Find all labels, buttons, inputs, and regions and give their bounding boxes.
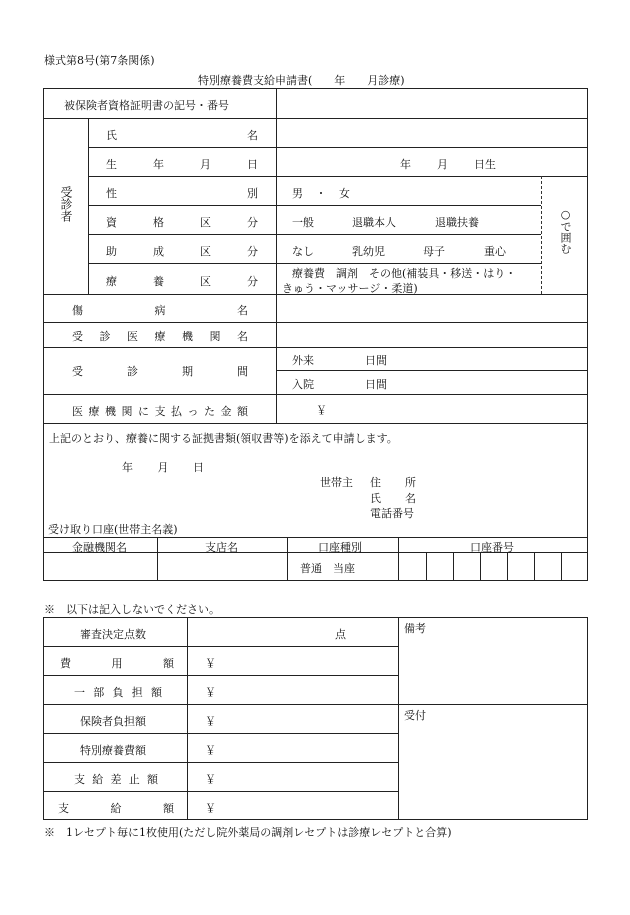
account-type-options[interactable]: 普通 当座: [300, 562, 355, 575]
householder-label: 世帯主: [320, 476, 353, 489]
payment-suspended-label: 支 給 差 止 額: [74, 773, 158, 786]
bank-header-account-number: 口座番号: [470, 541, 514, 554]
phone-label: 電話番号: [370, 507, 414, 520]
footer-note: ※ 1レセプト毎に1枚使用(ただし院外薬局の調剤レセプトは診療レセプトと合算): [44, 826, 452, 839]
insurer-amount-label: 保険者負担額: [80, 715, 146, 728]
hospital-label: 受 診 医 療 機 関 名: [72, 330, 248, 343]
patient-group-label: 受診者: [59, 186, 73, 222]
treatment-options-line2[interactable]: きゅう・マッサージ・柔道): [282, 282, 418, 295]
outpatient-days[interactable]: 日間: [365, 354, 387, 367]
bank-header-institution: 金融機関名: [72, 541, 127, 554]
review-points-label: 審査決定点数: [80, 628, 146, 641]
bank-header-account-type: 口座種別: [318, 541, 362, 554]
declaration-text: 上記のとおり、療養に関する証拠書類(領収書等)を添えて申請します。: [49, 432, 398, 445]
paid-amount-field[interactable]: ￥: [316, 404, 327, 417]
bank-header-branch: 支店名: [205, 541, 238, 554]
cost-amount-label: 費 用 額: [60, 657, 174, 670]
insurer-amount-value: ￥: [205, 715, 216, 728]
payment-amount-label: 支 給 額: [58, 802, 174, 815]
inpatient-days[interactable]: 日間: [365, 378, 387, 391]
office-use-note: ※ 以下は記入しないでください。: [44, 603, 220, 616]
qualification-option-general[interactable]: 一般: [292, 216, 314, 229]
account-title: 受け取り口座(世帯主名義): [48, 523, 178, 536]
hospital-field[interactable]: [278, 324, 586, 346]
subsidy-option-severe[interactable]: 重心: [484, 245, 506, 258]
form-title: 特別療養費支給申請書( 年 月診療): [198, 74, 405, 87]
householder-name-label: 氏 名: [370, 492, 416, 505]
disease-field[interactable]: [278, 296, 586, 321]
subsidy-option-single-parent[interactable]: 母子: [423, 245, 445, 258]
outpatient-label: 外来: [292, 354, 314, 367]
sex-label: 性 別: [106, 187, 258, 200]
bank-institution-field[interactable]: [45, 554, 155, 580]
bank-branch-field[interactable]: [159, 554, 285, 580]
copay-amount-label: 一 部 負 担 額: [74, 686, 162, 699]
special-cost-value: ￥: [205, 744, 216, 757]
application-date[interactable]: 年 月 日: [122, 461, 204, 474]
treatment-label: 療 養 区 分: [106, 275, 258, 288]
special-cost-label: 特別療養費額: [80, 744, 146, 757]
subsidy-label: 助 成 区 分: [106, 245, 258, 258]
payment-suspended-value: ￥: [205, 773, 216, 786]
period-label: 受 診 期 間: [72, 365, 248, 378]
received-label: 受付: [404, 709, 426, 722]
form-number: 様式第8号(第7条関係): [44, 54, 155, 67]
paid-amount-label: 医 療 機 関 に 支 払 っ た 金 額: [72, 405, 248, 418]
insurance-card-label: 被保険者資格証明書の記号・番号: [64, 99, 229, 112]
name-label: 氏 名: [106, 129, 258, 142]
qualification-label: 資 格 区 分: [106, 216, 258, 229]
insurance-card-field[interactable]: [278, 90, 586, 117]
points-unit: 点: [335, 628, 346, 641]
treatment-options-line1[interactable]: 療養費 調剤 その他(補装具・移送・はり・: [292, 267, 517, 280]
subsidy-option-infant[interactable]: 乳幼児: [352, 245, 385, 258]
address-label: 住 所: [370, 476, 416, 489]
payment-amount-value: ￥: [205, 802, 216, 815]
qualification-option-retired[interactable]: 退職本人: [352, 216, 396, 229]
circle-instruction: ○で囲む: [559, 208, 572, 254]
disease-label: 傷 病 名: [72, 304, 248, 317]
sex-options[interactable]: 男 ・ 女: [292, 187, 350, 200]
inpatient-label: 入院: [292, 378, 314, 391]
name-field[interactable]: [278, 120, 586, 146]
subsidy-option-none[interactable]: なし: [292, 245, 314, 258]
cost-amount-value: ￥: [205, 657, 216, 670]
remarks-label: 備考: [404, 622, 426, 635]
dob-field[interactable]: 年 月 日生: [400, 158, 496, 171]
qualification-option-dependent[interactable]: 退職扶養: [435, 216, 479, 229]
copay-amount-value: ￥: [205, 686, 216, 699]
dob-label: 生 年 月 日: [106, 158, 258, 171]
